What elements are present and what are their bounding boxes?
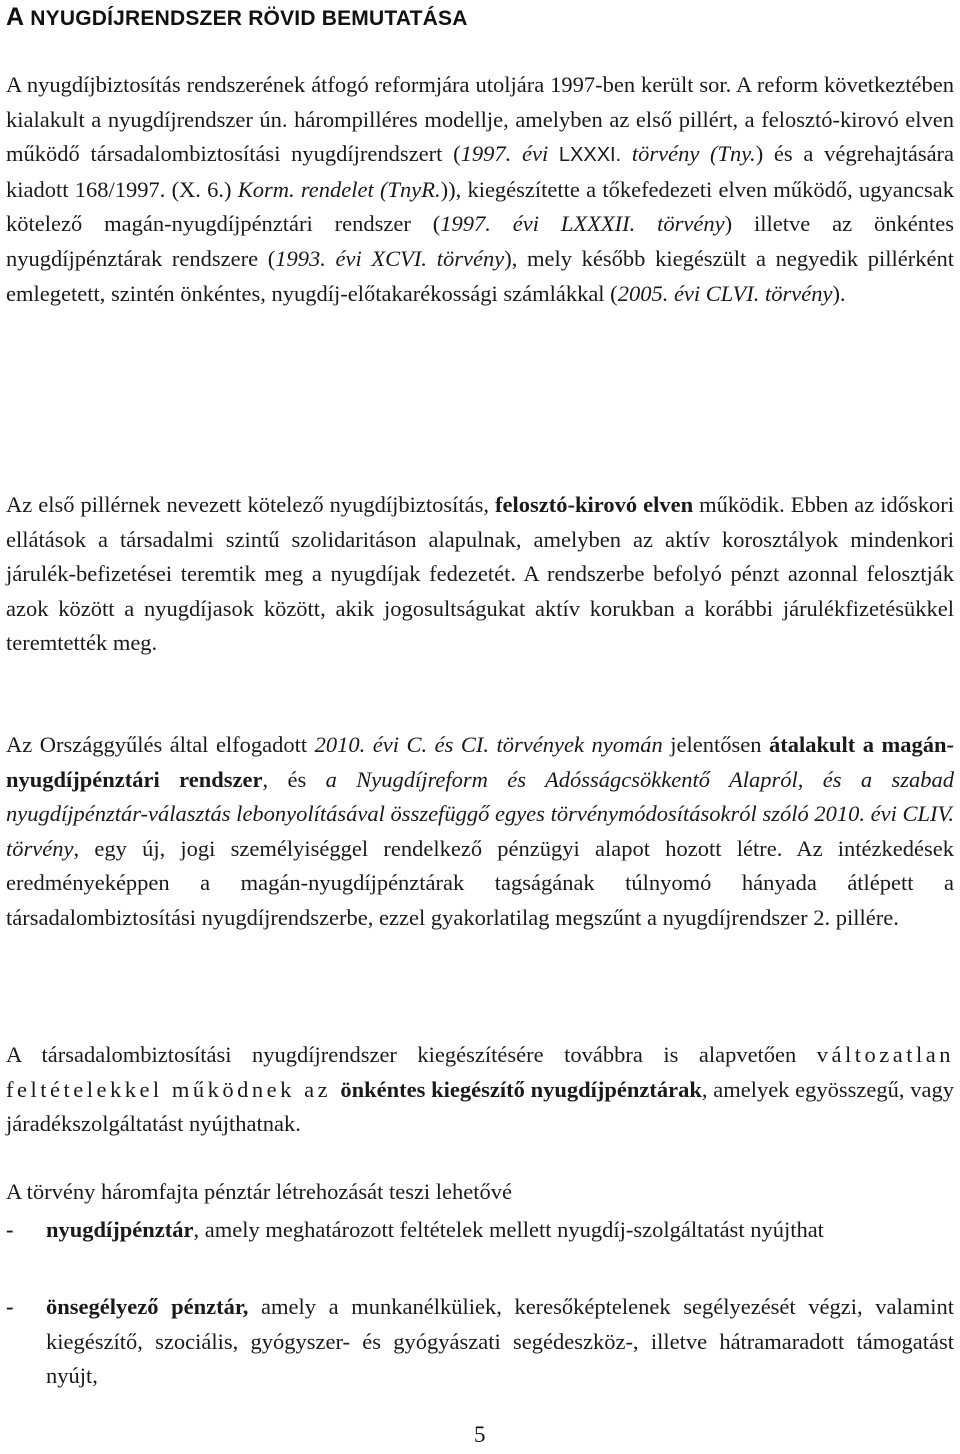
title-rest: NYUGDÍJRENDSZER RÖVID BEMUTATÁSA xyxy=(24,7,468,30)
p1-text-a: A nyugdíjbiztosítás rendszerének átfogó reformjára utoljára 1997-ben került sor. A reform következtében kialakult a nyugdíjrendszer ún. hárompilléres modellje, amelyben az első pillért, a felosztó-kirovó elven működő társadalombiztosítási nyugdíjrendszert ( xyxy=(6,72,954,167)
p1-italic-m: 2005. évi CLVI. törvény xyxy=(617,280,833,306)
p4-bold-c: önkéntes kiegészítő nyugdíjpénztárak xyxy=(340,1076,702,1102)
p3-bold-d: átalakult a magán-nyugdíjpénztári rendszer xyxy=(6,732,954,792)
p1-text-l: ), mely később kiegészült a negyedik pillérként emlegetett, szintén önkéntes, nyugdíj-előtakarékossági számlákkal ( xyxy=(6,245,955,306)
p4-spaced-b: változatlan feltételekkel működnek az xyxy=(6,1042,954,1102)
p1-italic-k: 1993. évi XCVI. törvény xyxy=(275,245,505,271)
paragraph-first-pillar xyxy=(6,488,954,661)
p1-text-j: ) illetve az önkéntes nyugdíjpénztárak rendszere ( xyxy=(6,211,954,271)
page-number: 5 xyxy=(474,1422,486,1447)
p4-text-a: A társadalombiztosítási nyugdíjrendszer kiegészítésére továbbra is alapvetően xyxy=(6,1042,817,1067)
p3-italic-b: 2010. évi C. és CI. törvények nyomán xyxy=(314,732,663,757)
paragraph-reform-2010 xyxy=(6,728,954,936)
p4-text-d: , amelyek egyösszegű, vagy járadékszolgáltatást nyújthatnak. xyxy=(6,1076,954,1137)
p3-text-a: Az Országgyűlés által elfogadott xyxy=(6,732,315,757)
p3-italic-f: a Nyugdíjreform és Adósságcsökkentő Alapról, és a szabad nyugdíjpénztár-választás lebonyolításával összefüggő egyes törvénymódosításokról szóló 2010. évi CLIV. törvény xyxy=(6,766,954,861)
fund-type-list-1 xyxy=(6,1213,954,1248)
document-page xyxy=(6,0,954,1454)
p1-italic-i: 1997. évi LXXXII. törvény xyxy=(440,211,725,237)
list-text: amely a munkanélküliek, keresőképtelenek segélyezését végzi, valamint kiegészítő, szociális, gyógyszer- és gyógyászati segédeszköz-, illetve hátramaradott támogatást nyújt, xyxy=(46,1294,954,1389)
list-text: , amely meghatározott feltételek mellett nyugdíj-szolgáltatást nyújthat xyxy=(193,1217,824,1242)
p3-text-g: , egy új, jogi személyiséggel rendelkező pénzügyi alapot hozott létre. Az intézkedések eredményeképpen a magán-nyugdíjpénztárak tagságának túlnyomó hányada átlépett a társadalombiztosítási nyugdíjrendszerbe, ezzel gyakorlatilag megszűnt a nyugdíjrendszer 2. pillére. xyxy=(6,835,954,930)
paragraph-fund-types-intro xyxy=(6,1175,954,1210)
title-initial: A xyxy=(6,3,25,31)
p2-text-c: működik. Ebben az időskori ellátások a társadalmi szintű szolidaritáson alapulnak, amelyben az aktív korosztályok mindenkori járulék-befizetései teremtik meg a nyugdíjak fedezetét. A rendszerbe befolyó pénzt azonnal felosztják azok között a nyugdíjasok között, akik jogosultságukat aktív korukban a korábbi járulékfizetésükkel teremtették meg. xyxy=(6,492,954,656)
p3-text-e: , és xyxy=(262,766,326,792)
p1-law-number: LXXXI. xyxy=(548,144,632,167)
list-term: nyugdíjpénztár xyxy=(46,1217,194,1242)
list-dash: - xyxy=(6,1217,14,1242)
list-item xyxy=(6,1290,954,1394)
p1-text-h: )), kiegészítette a tőkefedezeti elven működő, ugyancsak kötelező magán-nyugdíjpénztári rendszer ( xyxy=(6,176,954,237)
paragraph-history xyxy=(6,68,954,311)
p1-text-f: ) és a végrehajtására kiadott 168/1997. (X. 6.) xyxy=(6,141,955,202)
p1-italic-c: évi xyxy=(522,141,549,167)
document-title xyxy=(6,3,468,32)
list-dash: - xyxy=(6,1294,14,1319)
p1-text-n: ). xyxy=(832,280,846,306)
p5-text-a: A törvény háromfajta pénztár létrehozását teszi lehetővé xyxy=(6,1179,513,1204)
fund-type-list-2 xyxy=(6,1290,954,1394)
p2-text-a: Az első pillérnek nevezett kötelező nyugdíjbiztosítás, xyxy=(6,492,496,517)
p2-bold-b: felosztó-kirovó elven xyxy=(495,492,694,517)
p1-italic-b: 1997. xyxy=(460,141,522,167)
p3-text-c: jelentősen xyxy=(662,732,769,757)
paragraph-voluntary-funds xyxy=(6,1038,954,1142)
p1-italic-g: Korm. rendelet (TnyR. xyxy=(237,176,441,202)
list-item xyxy=(6,1213,954,1248)
list-term: önsegélyező pénztár, xyxy=(46,1294,249,1319)
p1-italic-e: törvény (Tny. xyxy=(631,141,756,167)
